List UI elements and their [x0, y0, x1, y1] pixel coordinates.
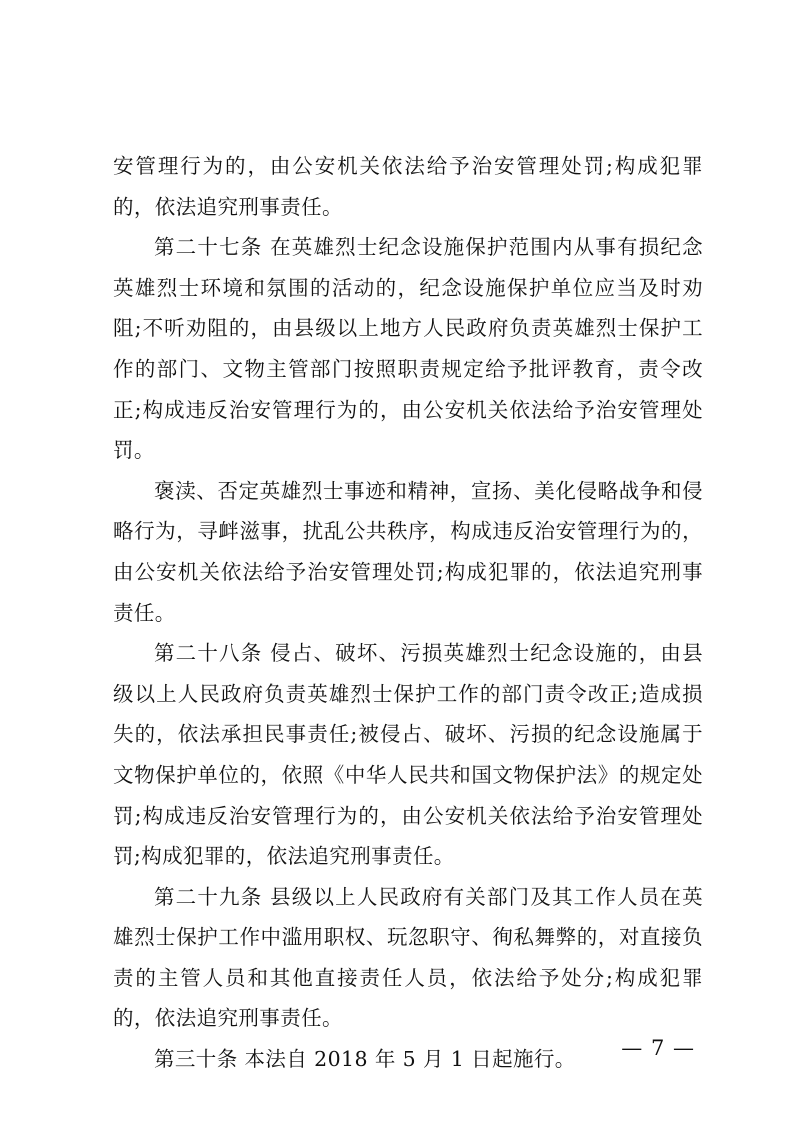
paragraph-article-27-clause-2: 褒渎、否定英雄烈士事迹和精神，宣扬、美化侵略战争和侵略行为，寻衅滋事，扰乱公共秩序，构成违反治安管理行为的，由公安机关依法给予治安管理处罚;构成犯罪的，依法追究刑事责任。 — [113, 478, 703, 625]
paragraph-article-29: 第二十九条 县级以上人民政府有关部门及其工作人员在英雄烈士保护工作中滥用职权、玩忽职守、徇私舞弊的，对直接负责的主管人员和其他直接责任人员，依法给予处分;构成犯罪的，依法追究刑事责任。 — [113, 884, 703, 1031]
paragraph-article-28: 第二十八条 侵占、破坏、污损英雄烈士纪念设施的，由县级以上人民政府负责英雄烈士保护工作的部门责令改正;造成损失的，依法承担民事责任;被侵占、破坏、污损的纪念设施属于文物保护单位的，依照《中华人民共和国文物保护法》的规定处罚;构成违反治安管理行为的，由公安机关依法给予治安管理处罚;构成犯罪的，依法追究刑事责任。 — [113, 641, 703, 869]
paragraph-article-30: 第三十条 本法自 2018 年 5 月 1 日起施行。 — [154, 1047, 576, 1072]
paragraph-article-27: 第二十七条 在英雄烈士纪念设施保护范围内从事有损纪念英雄烈士环境和氛围的活动的，纪念设施保护单位应当及时劝阻;不听劝阻的，由县级以上地方人民政府负责英雄烈士保护工作的部门、文物主管部门按照职责规定给予批评教育，责令改正;构成违反治安管理行为的，由公安机关依法给予治安管理处罚。 — [113, 235, 703, 463]
document-body — [113, 146, 703, 1080]
page-number: — 7 — — [621, 1036, 695, 1060]
paragraph-continuation: 安管理行为的，由公安机关依法给予治安管理处罚;构成犯罪的，依法追究刑事责任。 — [113, 154, 703, 219]
